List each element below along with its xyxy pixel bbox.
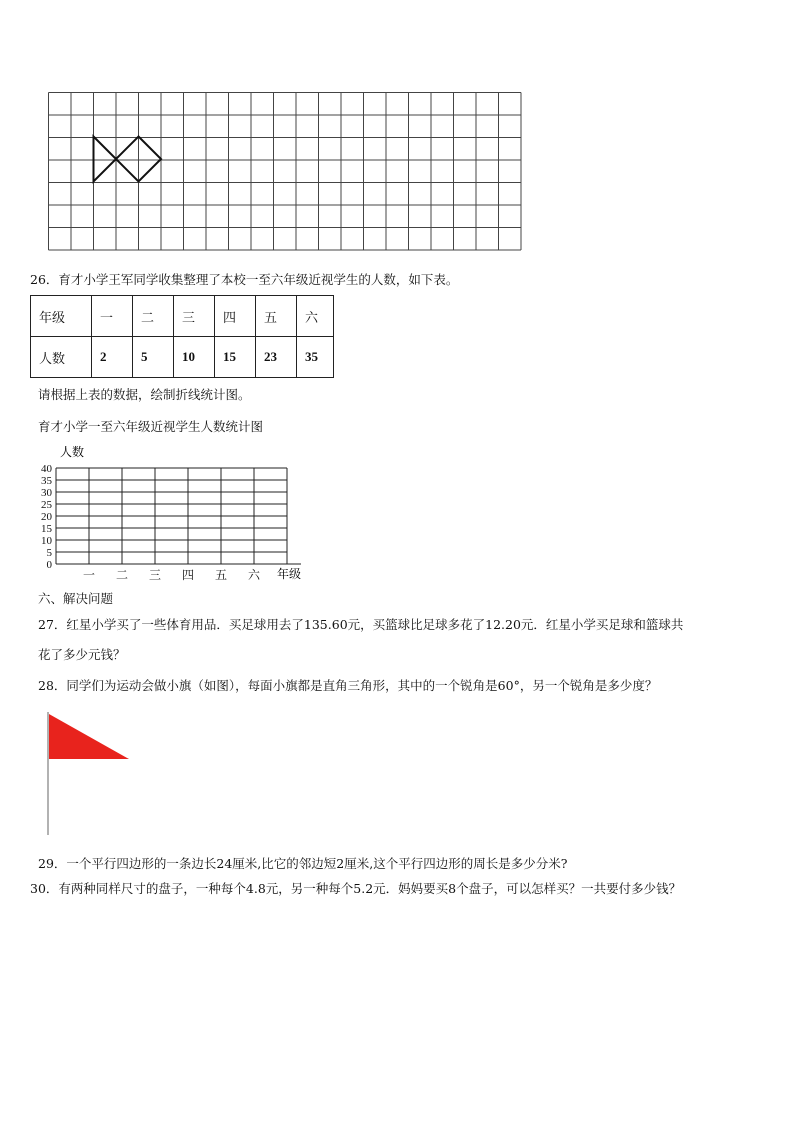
table-header-cell: 四 <box>215 296 256 337</box>
table-cell: 5 <box>133 337 174 378</box>
table-header-cell: 三 <box>174 296 215 337</box>
section-heading: 六、解决问题 <box>38 591 114 606</box>
question-26-text: 26．育才小学王军同学收集整理了本校一至六年级近视学生的人数，如下表。 <box>30 272 459 287</box>
chart-x-tick-label: 二 <box>115 568 129 582</box>
question-29-text: 29．一个平行四边形的一条边长24厘米,比它的邻边短2厘米,这个平行四边形的周长是多少分米? <box>38 856 568 871</box>
table-row-label: 人数 <box>31 337 92 378</box>
table-header-cell: 六 <box>297 296 334 337</box>
chart-y-tick-label: 5 <box>46 547 52 559</box>
table-header-row <box>31 296 334 337</box>
chart-x-axis-label: 年级 <box>277 567 302 581</box>
table-cell: 35 <box>297 337 334 378</box>
table-cell: 2 <box>92 337 133 378</box>
table-header-cell: 二 <box>133 296 174 337</box>
chart-x-tick-label: 五 <box>214 568 228 582</box>
question-27-line2: 花了多少元钱？ <box>38 647 126 662</box>
chart-y-tick-label: 20 <box>41 511 52 523</box>
chart-x-tick-label: 六 <box>247 568 261 582</box>
chart-y-axis-label: 人数 <box>60 445 85 459</box>
triangle-left <box>94 137 117 182</box>
chart-title: 育才小学一至六年级近视学生人数统计图 <box>38 419 264 434</box>
table-cell: 10 <box>174 337 215 378</box>
table-header-cell: 五 <box>256 296 297 337</box>
table-data-row <box>31 337 334 378</box>
grid-figure <box>46 90 530 256</box>
question-27-line1: 27．红星小学买了一些体育用品．买足球用去了135.60元，买篮球比足球多花了12.20元．红星小学买足球和篮球共 <box>38 617 684 632</box>
question-30-text: 30．有两种同样尺寸的盘子，一种每个4.8元，另一种每个5.2元．妈妈要买8个盘子，可以怎样买？一共要付多少钱？ <box>30 881 682 896</box>
line-chart <box>30 440 320 585</box>
chart-y-tick-label: 35 <box>41 475 52 487</box>
chart-x-tick-label: 一 <box>82 568 96 582</box>
chart-y-tick-label: 10 <box>41 535 52 547</box>
chart-x-tick-label: 四 <box>181 568 195 582</box>
chart-y-tick-label: 0 <box>46 559 52 571</box>
table-cell: 23 <box>256 337 297 378</box>
chart-y-tick-label: 15 <box>41 523 52 535</box>
chart-x-tick-label: 三 <box>148 568 162 582</box>
chart-y-tick-label: 30 <box>41 487 52 499</box>
chart-y-tick-label: 40 <box>41 463 52 475</box>
question-28-text: 28．同学们为运动会做小旗（如图），每面小旗都是直角三角形，其中的一个锐角是60°，另一个锐角是多少度？ <box>38 678 658 693</box>
table-header-grade: 年级 <box>31 296 92 337</box>
flag-figure <box>40 708 135 838</box>
table-cell: 15 <box>215 337 256 378</box>
myopia-data-table <box>30 295 334 378</box>
chart-y-tick-label: 25 <box>41 499 52 511</box>
question-26-instruction: 请根据上表的数据，绘制折线统计图。 <box>38 387 251 402</box>
flag-triangle <box>49 714 129 759</box>
table-header-cell: 一 <box>92 296 133 337</box>
